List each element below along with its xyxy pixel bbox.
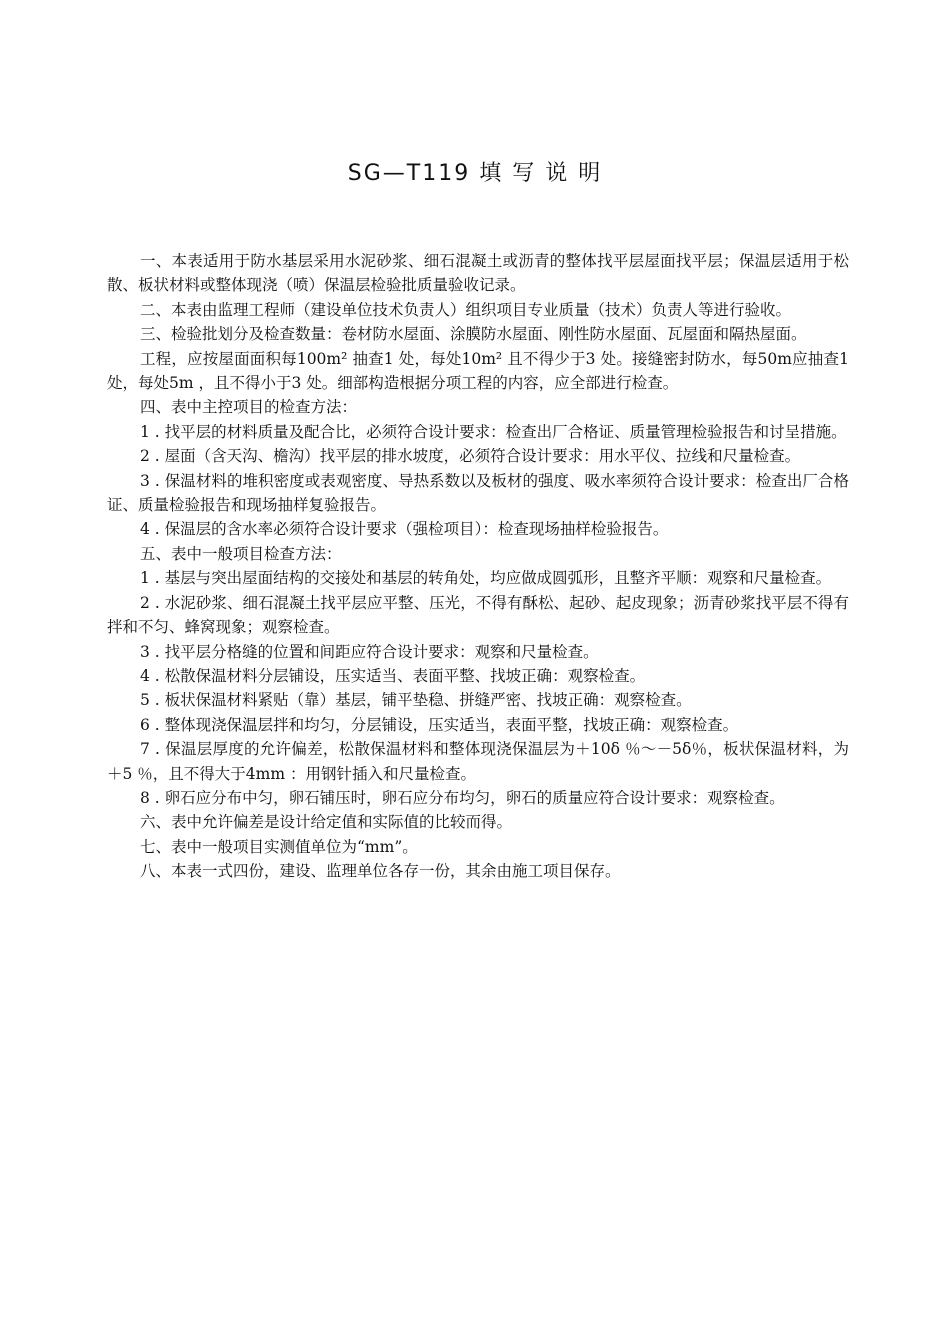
document-body [107,249,849,884]
main-item-4: 4 . 保温层的含水率必须符合设计要求（强检项目）：检查现场抽样检验报告。 [140,520,669,539]
paragraph-copies: 八、本表一式四份，建设、监理单位各存一份，其余由施工项目保存。 [140,862,621,881]
general-item-1: 1 . 基层与突出屋面结构的交接处和基层的转角处，均应做成圆弧形，且整齐平顺：观察和尺量检查。 [140,569,832,588]
heading-general-items: 五、表中一般项目检查方法： [140,544,342,563]
general-item-7: 7 . 保温层厚度的允许偏差，松散保温材料和整体现浇保温层为＋10δ ％～－5δ％，板状保温材料，为＋5 ％，且不得大于4mm ：用钢针插入和尺量检查。 [107,740,849,783]
general-item-8: 8 . 卵石应分布中匀，卵石铺压时，卵石应分布均匀，卵石的质量应符合设计要求：观察检查。 [140,788,785,807]
paragraph-acceptance: 二、本表由监理工程师（建设单位技术负责人）组织项目专业质量（技术）负责人等进行验收。 [140,300,792,319]
main-item-2: 2 . 屋面（含天沟、檐沟）找平层的排水坡度，必须符合设计要求：用水平仪、拉线和尺量检查。 [140,447,801,466]
heading-main-control-items: 四、表中主控项目的检查方法： [140,398,358,417]
paragraph-scope: 一、本表适用于防水基层采用水泥砂浆、细石混凝土或沥青的整体找平层屋面找平层；保温层适用于松散、板状材料或整体现浇（喷）保温层检验批质量验收记录。 [107,252,849,295]
main-item-1: 1 . 找平层的材料质量及配合比，必须符合设计要求：检查出厂合格证、质量管理检验报告和讨呈措施。 [140,422,847,441]
general-item-2: 2 . 水泥砂浆、细石混凝土找平层应平整、压光，不得有酥松、起砂、起皮现象；沥青砂浆找平层不得有拌和不匀、蜂窝现象；观察检查。 [107,593,849,637]
general-item-5: 5 . 板状保温材料紧贴（靠）基层，铺平垫稳、拼缝严密、找坡正确：观察检查。 [140,691,692,710]
document-title: SG—T119 填 写 说 明 [347,161,603,186]
main-item-3: 3 . 保温材料的堆积密度或表观密度、导热系数以及板材的强度、吸水率须符合设计要求：检查出厂合格证、质量检验报告和现场抽样复验报告。 [107,471,849,515]
paragraph-batch-division: 三、检验批划分及检查数量：卷材防水屋面、涂膜防水屋面、刚性防水屋面、瓦屋面和隔热屋面。 [140,325,807,344]
paragraph-unit: 七、表中一般项目实测值单位为“mm”。 [140,837,418,856]
general-item-6: 6 . 整体现浇保温层拌和均匀，分层铺设，压实适当，表面平整，找坡正确：观察检查。 [140,715,739,734]
general-item-4: 4 . 松散保温材料分层铺设，压实适当、表面平整、找坡正确：观察检查。 [140,666,646,685]
general-item-3: 3 . 找平层分格缝的位置和间距应符合设计要求：观察和尺量检查。 [140,642,599,661]
paragraph-sampling-quantity: 工程，应按屋面面积每100m² 抽查1 处，每处10m² 且不得少于3 处。接缝密封防水，每50m应抽查1 处，每处5m ，且不得小于3 处。细部构造根据分项工程的内容，应全部进行检查。 [107,349,849,393]
paragraph-tolerance: 六、表中允许偏差是设计给定值和实际值的比较而得。 [140,813,513,832]
